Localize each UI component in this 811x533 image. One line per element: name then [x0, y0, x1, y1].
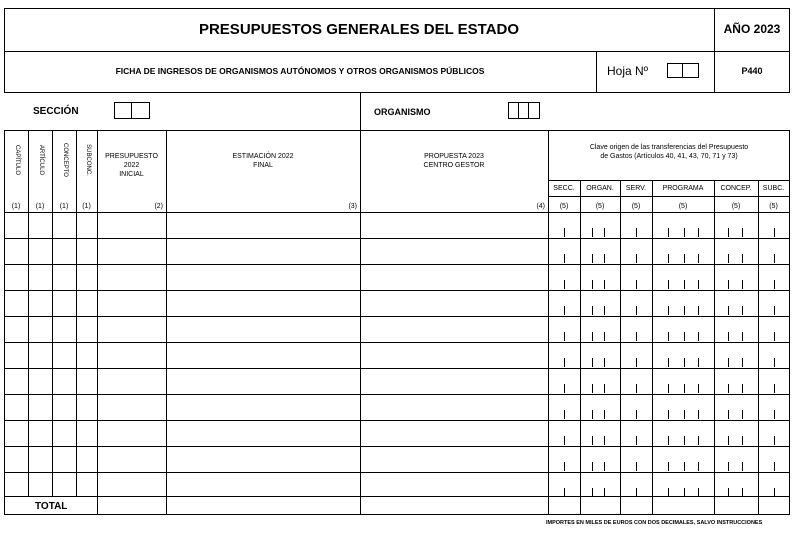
digit-separator — [698, 462, 699, 471]
total-row-top — [4, 496, 790, 497]
col-header-subconc: SUBCONC. — [85, 144, 91, 176]
note-marker: (5) — [678, 203, 688, 210]
digit-separator — [742, 410, 743, 419]
clave-sub-organ: ORGAN. — [586, 185, 614, 192]
frame-line — [4, 130, 790, 131]
digit-separator — [684, 436, 685, 445]
table-row — [4, 420, 790, 421]
col-line — [28, 130, 29, 496]
digit-separator — [684, 280, 685, 289]
section-label: SECCIÓN — [33, 106, 79, 117]
frame-line — [4, 92, 790, 93]
digit-separator — [774, 462, 775, 471]
digit-separator — [636, 280, 637, 289]
digit-separator — [636, 306, 637, 315]
digit-separator — [742, 280, 743, 289]
clave-header-1: Clave origen de las transferencias del Presupuesto — [589, 144, 749, 151]
digit-separator — [592, 306, 593, 315]
digit-separator — [728, 280, 729, 289]
form-code: P440 — [741, 66, 763, 76]
clave-header-2: de Gastos (Artículos 40, 41, 43, 70, 71 y 73) — [600, 153, 738, 160]
digit-separator — [684, 254, 685, 263]
digit-separator — [774, 306, 775, 315]
digit-separator — [684, 358, 685, 367]
digit-separator — [636, 436, 637, 445]
digit-separator — [698, 410, 699, 419]
col-line — [580, 180, 581, 514]
digit-separator — [698, 306, 699, 315]
clave-sub-line — [548, 196, 790, 197]
table-header-bottom — [4, 212, 790, 213]
digit-separator — [564, 254, 565, 263]
digit-separator — [698, 332, 699, 341]
digit-separator — [668, 358, 669, 367]
col-line — [652, 180, 653, 514]
digit-separator — [592, 436, 593, 445]
digit-separator — [592, 254, 593, 263]
frame-right — [789, 8, 790, 93]
note-marker: (1) — [11, 203, 21, 210]
digit-separator — [684, 306, 685, 315]
digit-separator — [564, 306, 565, 315]
digit-separator — [592, 358, 593, 367]
digit-separator — [742, 384, 743, 393]
year-label: AÑO 2023 — [723, 22, 781, 36]
col-line — [166, 130, 167, 514]
col-line — [360, 130, 361, 514]
digit-separator — [564, 332, 565, 341]
digit-separator — [774, 358, 775, 367]
field-divider — [528, 102, 529, 119]
digit-separator — [668, 280, 669, 289]
col-header-propuesta-2: CENTRO GESTOR — [423, 162, 485, 169]
digit-separator — [728, 436, 729, 445]
table-row — [4, 316, 790, 317]
digit-separator — [636, 358, 637, 367]
digit-separator — [604, 254, 605, 263]
note-marker: (5) — [595, 203, 605, 210]
col-header-articulo: ARTÍCULO — [38, 144, 44, 176]
digit-separator — [774, 436, 775, 445]
digit-separator — [684, 462, 685, 471]
digit-separator — [774, 280, 775, 289]
digit-separator — [698, 436, 699, 445]
digit-separator — [604, 332, 605, 341]
digit-separator — [774, 384, 775, 393]
table-row — [4, 238, 790, 239]
field-divider — [131, 102, 132, 119]
digit-separator — [698, 384, 699, 393]
total-label: TOTAL — [35, 501, 68, 512]
digit-separator — [636, 228, 637, 237]
col-line — [4, 130, 5, 514]
note-marker: (1) — [82, 203, 91, 210]
digit-separator — [728, 228, 729, 237]
table-row — [4, 472, 790, 473]
organism-label: ORGANISMO — [374, 107, 431, 117]
section-field[interactable] — [114, 102, 150, 119]
digit-separator — [604, 306, 605, 315]
digit-separator — [742, 358, 743, 367]
digit-separator — [742, 306, 743, 315]
digit-separator — [774, 254, 775, 263]
digit-separator — [728, 384, 729, 393]
frame-line — [360, 92, 361, 131]
note-marker: (4) — [536, 203, 545, 210]
digit-separator — [604, 384, 605, 393]
table-row — [4, 446, 790, 447]
digit-separator — [742, 332, 743, 341]
digit-separator — [684, 384, 685, 393]
digit-separator — [742, 254, 743, 263]
digit-separator — [604, 410, 605, 419]
digit-separator — [564, 462, 565, 471]
digit-separator — [604, 228, 605, 237]
clave-sub-secc: SECC. — [553, 185, 575, 192]
digit-separator — [668, 228, 669, 237]
digit-separator — [668, 306, 669, 315]
col-header-presupuesto-3: INICIAL — [119, 171, 144, 178]
table-row — [4, 290, 790, 291]
digit-separator — [728, 462, 729, 471]
frame-line — [4, 51, 790, 52]
digit-separator — [742, 228, 743, 237]
total-row-bottom — [4, 514, 790, 515]
digit-separator — [684, 332, 685, 341]
digit-separator — [604, 280, 605, 289]
note-marker: (5) — [731, 203, 741, 210]
col-line — [97, 130, 98, 514]
digit-separator — [668, 332, 669, 341]
digit-separator — [742, 436, 743, 445]
digit-separator — [684, 228, 685, 237]
digit-separator — [636, 462, 637, 471]
digit-separator — [684, 410, 685, 419]
note-marker: (1) — [59, 203, 69, 210]
digit-separator — [592, 332, 593, 341]
table-row — [4, 368, 790, 369]
digit-separator — [668, 410, 669, 419]
clave-header-line — [548, 180, 790, 181]
frame-line — [714, 8, 715, 93]
digit-separator — [636, 410, 637, 419]
col-line — [789, 130, 790, 514]
clave-sub-serv: SERV. — [625, 185, 647, 192]
digit-separator — [728, 332, 729, 341]
digit-separator — [728, 306, 729, 315]
col-line — [714, 180, 715, 514]
digit-separator — [668, 384, 669, 393]
col-header-capitulo: CAPÍTULO — [14, 144, 20, 175]
note-marker: (5) — [631, 203, 641, 210]
digit-separator — [592, 462, 593, 471]
col-header-estimacion-2: FINAL — [253, 162, 273, 169]
note-marker: (5) — [559, 203, 569, 210]
digit-separator — [698, 280, 699, 289]
digit-separator — [592, 280, 593, 289]
field-divider — [518, 102, 519, 119]
digit-separator — [668, 254, 669, 263]
clave-sub-programa: PROGRAMA — [662, 185, 704, 192]
digit-separator — [564, 384, 565, 393]
col-line — [52, 130, 53, 496]
digit-separator — [636, 254, 637, 263]
digit-separator — [564, 280, 565, 289]
note-marker: (3) — [348, 203, 357, 210]
note-marker: (1) — [35, 203, 45, 210]
field-divider — [682, 63, 683, 78]
digit-separator — [604, 462, 605, 471]
frame-line — [596, 51, 597, 93]
digit-separator — [604, 358, 605, 367]
digit-separator — [728, 410, 729, 419]
col-header-propuesta-1: PROPUESTA 2023 — [424, 153, 484, 160]
digit-separator — [774, 228, 775, 237]
clave-sub-subc: SUBC. — [762, 185, 785, 192]
digit-separator — [564, 358, 565, 367]
col-line — [620, 180, 621, 514]
col-header-presupuesto-1: PRESUPUESTO — [105, 153, 158, 160]
col-header-estimacion-1: ESTIMACIÓN 2022 — [232, 153, 294, 160]
col-header-presupuesto-2: 2022 — [123, 162, 140, 169]
col-header-concepto: CONCEPTO — [62, 143, 68, 177]
digit-separator — [592, 228, 593, 237]
note-marker: (5) — [769, 203, 778, 210]
table-row — [4, 264, 790, 265]
table-row — [4, 342, 790, 343]
digit-separator — [698, 358, 699, 367]
form-subtitle: FICHA DE INGRESOS DE ORGANISMOS AUTÓNOMOS Y OTROS ORGANISMOS PÚBLICOS — [115, 66, 485, 76]
page-title: PRESUPUESTOS GENERALES DEL ESTADO — [198, 21, 520, 38]
digit-separator — [592, 384, 593, 393]
digit-separator — [636, 332, 637, 341]
col-line — [76, 130, 77, 496]
note-marker: (2) — [154, 203, 163, 210]
sheet-label: Hoja Nº — [607, 64, 649, 78]
digit-separator — [728, 358, 729, 367]
digit-separator — [774, 410, 775, 419]
digit-separator — [728, 254, 729, 263]
digit-separator — [592, 410, 593, 419]
table-row — [4, 394, 790, 395]
digit-separator — [564, 410, 565, 419]
digit-separator — [636, 384, 637, 393]
digit-separator — [668, 462, 669, 471]
frame-top — [4, 8, 790, 9]
digit-separator — [668, 436, 669, 445]
col-line — [758, 180, 759, 514]
organism-field[interactable] — [508, 102, 540, 119]
digit-separator — [564, 436, 565, 445]
digit-separator — [564, 228, 565, 237]
sheet-number-field[interactable] — [667, 63, 699, 78]
clave-sub-concep: CONCEP. — [720, 185, 752, 192]
digit-separator — [774, 332, 775, 341]
digit-separator — [698, 228, 699, 237]
digit-separator — [742, 462, 743, 471]
footer-note: IMPORTES EN MILES DE EUROS CON DOS DECIMALES, SALVO INSTRUCCIONES — [546, 520, 763, 526]
digit-separator — [604, 436, 605, 445]
digit-separator — [698, 254, 699, 263]
